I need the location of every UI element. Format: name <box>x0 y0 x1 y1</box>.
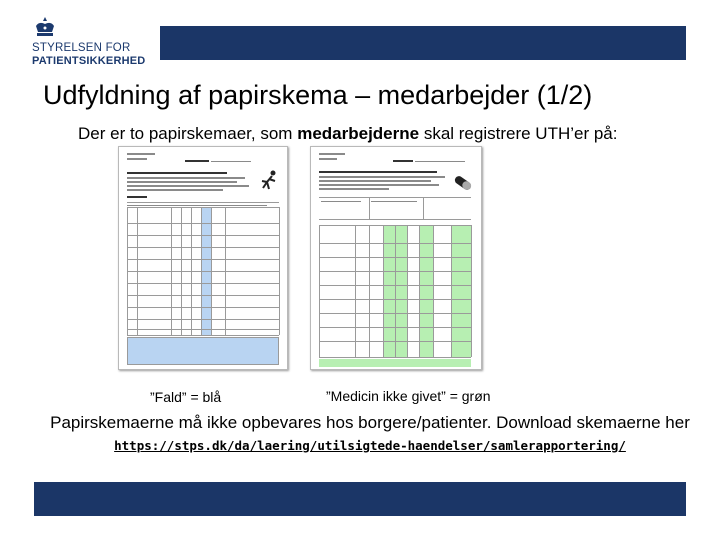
download-link[interactable]: https://stps.dk/da/laering/utilsigtede-haendelser/samlerapportering/ <box>114 438 626 453</box>
falling-person-icon <box>259 169 279 191</box>
pill-icon <box>451 173 475 193</box>
form1-caption: ”Fald” = blå <box>150 389 222 405</box>
form-thumbnail-fald <box>118 146 288 370</box>
intro-text <box>78 124 617 144</box>
logo-line2: PATIENTSIKKERHED <box>32 55 146 67</box>
slide-title: Udfyldning af papirskema – medarbejder (1/2) <box>43 80 593 110</box>
intro-text-after: skal registrere UTH’er på: <box>419 124 618 143</box>
form-thumbnail-medicin <box>310 146 482 370</box>
form2-caption: ”Medicin ikke givet” = grøn <box>326 388 491 404</box>
intro-text-bold: medarbejderne <box>297 124 420 143</box>
intro-text-before: Der er to papirskemaer, som <box>78 124 298 143</box>
header-bar <box>160 26 686 60</box>
crown-icon <box>32 16 58 42</box>
logo <box>22 14 157 66</box>
download-note-text: Papirskemaerne må ikke opbevares hos borgere/patienter. Download skemaerne her <box>50 413 690 432</box>
download-note <box>40 412 700 457</box>
logo-line1: STYRELSEN FOR <box>32 42 131 54</box>
footer-bar <box>34 482 686 516</box>
